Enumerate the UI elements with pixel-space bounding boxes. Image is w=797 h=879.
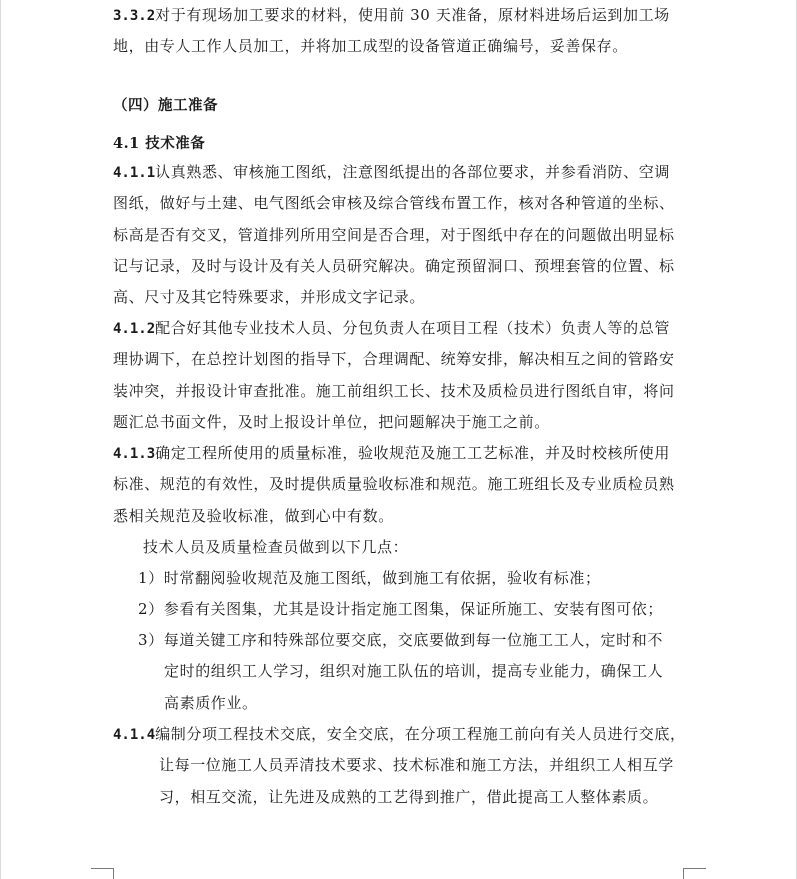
list-item-text: 定时的组织工人学习，组织对施工队伍的培训，提高专业能力，确保工人 (164, 662, 664, 681)
paragraph-text: 理协调下，在总控计划图的指导下，合理调配、统筹安排，解决相互之间的管路安 (113, 350, 675, 369)
page-corner-mark (91, 868, 114, 879)
page-left-edge (0, 0, 1, 879)
paragraph-text: 让每一位施工人员弄清技术要求、技术标准和施工方法，并组织工人相互学 (159, 756, 674, 775)
paragraph-text: 编制分项工程技术交底，安全交底，在分项工程施工前向有关人员进行交底， (155, 725, 686, 743)
paragraph-3-3-2 (113, 0, 693, 63)
subsection-heading: 4.1 技术准备 (113, 135, 206, 152)
paragraph-text: 标准、规范的有效性，及时提供质量验收标准和规范。施工班组长及专业质检员熟 (113, 475, 675, 494)
paragraph-4-1-3 (113, 438, 693, 532)
paragraph-4-1-2 (113, 313, 693, 438)
section-heading: （四）施工准备 (113, 97, 218, 114)
paragraph-text: 认真熟悉、审核施工图纸，注意图纸提出的各部位要求，并参看消防、空调 (155, 163, 670, 181)
paragraph-text: 配合好其他专业技术人员、分包负责人在项目工程（技术）负责人等的总管 (155, 319, 670, 337)
page-corner-mark (683, 868, 706, 879)
paragraph-text: 习，相互交流，让先进及成熟的工艺得到推广，借此提高工人整体素质。 (159, 787, 659, 806)
list-item-2: 2）参看有关图集，尤其是设计指定施工图集，保证所施工、安装有图可依； (138, 600, 663, 618)
clause-number: 4.1.4 (113, 727, 156, 743)
paragraph-text: 记与记录，及时与设计及有关人员研究解决。确定预留洞口、预埋套管的位置、标 (113, 256, 675, 275)
paragraph-text: 图纸，做好与土建、电气图纸会审核及综合管线布置工作，核对各种管道的坐标、 (113, 194, 675, 213)
paragraph-text: 题汇总书面文件，及时上报设计单位，把问题解决于施工之前。 (113, 412, 550, 431)
paragraph-text: 对于有现场加工要求的材料，使用前 30 天准备，原材料进场后运到加工场 (155, 6, 670, 24)
list-item-1: 1）时常翻阅验收规范及施工图纸，做到施工有依据，验收有标准； (138, 569, 601, 587)
paragraph-text: 地，由专人工作人员加工，并将加工成型的设备管道正确编号，妥善保存。 (113, 37, 628, 56)
paragraph-text: 标高是否有交叉，管道排列所用空间是否合理，对于图纸中存在的问题做出明显标 (113, 225, 675, 244)
paragraph-text: 装冲突，并报设计审查批准。施工前组织工长、技术及质检员进行图纸自审，将问 (113, 381, 675, 400)
clause-number: 4.1.3 (113, 446, 156, 462)
paragraph-4-1-1 (113, 157, 693, 313)
clause-number: 4.1.1 (113, 165, 156, 181)
clause-number: 4.1.2 (113, 321, 156, 337)
list-item-text: 高素质作业。 (164, 693, 258, 712)
paragraph-text: 高、尺寸及其它特殊要求，并形成文字记录。 (113, 288, 426, 307)
list-item-text: 3）每道关键工序和特殊部位要交底，交底要做到每一位施工工人，定时和不 (138, 631, 663, 649)
clause-number: 3.3.2 (113, 8, 156, 24)
paragraph-text: 悉相关规范及验收标准，做到心中有数。 (113, 506, 394, 525)
paragraph-text: 确定工程所使用的质量标准，验收规范及施工工艺标准，并及时校核所使用 (155, 444, 670, 462)
list-item-3 (138, 625, 718, 719)
points-intro: 技术人员及质量检查员做到以下几点： (143, 538, 409, 556)
paragraph-4-1-4 (113, 719, 693, 813)
